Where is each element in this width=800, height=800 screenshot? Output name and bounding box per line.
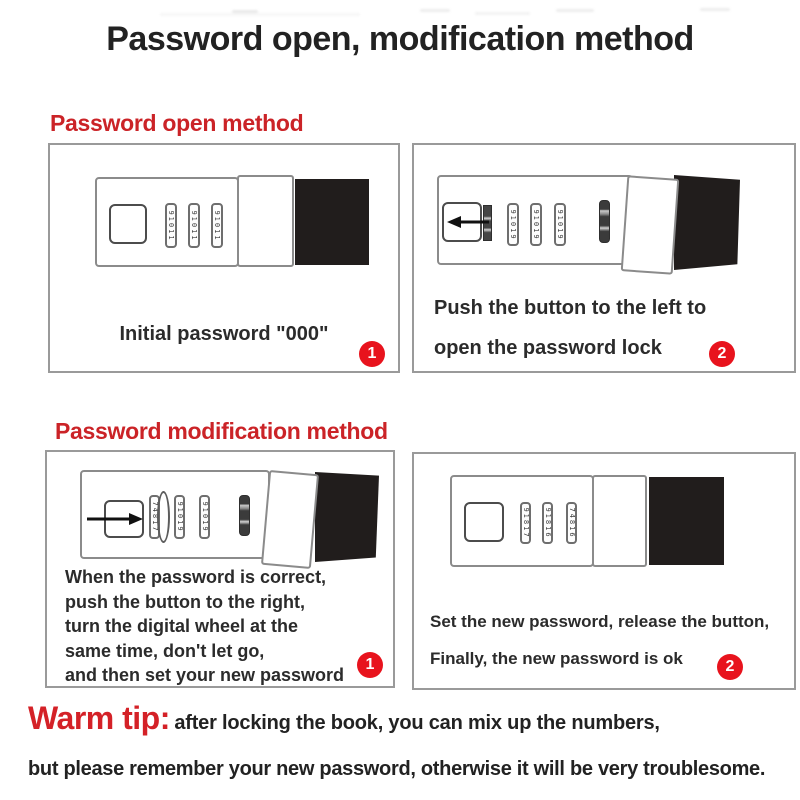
warm-tip-label: Warm tip: <box>28 700 170 736</box>
dial-wheel <box>211 203 223 248</box>
top-smudge <box>700 8 730 11</box>
rotate-ellipse-icon <box>157 491 170 543</box>
lock-tab <box>237 175 294 267</box>
panel-caption: Set the new password, release the button, <box>430 612 770 631</box>
step-badge: 2 <box>709 341 735 367</box>
dial-wheel <box>165 203 177 248</box>
section-heading-modification: Password modification method <box>55 418 388 444</box>
dial-digits: 91011 <box>167 209 175 242</box>
dial-digits: 91816 <box>543 507 552 539</box>
panel-caption: When the password is correct, <box>65 567 327 587</box>
lock-button <box>464 502 504 542</box>
warm-tip <box>28 700 660 737</box>
top-smudge <box>160 13 360 16</box>
panel-caption: turn the digital wheel at the <box>65 616 299 636</box>
dial-wheel <box>507 203 519 246</box>
section-heading-open: Password open method <box>50 110 304 136</box>
top-smudge <box>232 10 258 13</box>
step-badge: 1 <box>359 341 385 367</box>
panel-open-lock <box>412 143 796 373</box>
top-smudge <box>420 9 450 12</box>
dial-digits: 91019 <box>200 501 209 533</box>
lock-strap <box>674 175 740 270</box>
warm-tip-line1: after locking the book, you can mix up the numbers, <box>174 712 660 734</box>
right-arrow-icon <box>87 513 143 525</box>
dial-digits: 74816 <box>567 507 576 539</box>
lock-tab <box>261 470 319 569</box>
step-badge: 2 <box>717 654 743 680</box>
panel-caption: Finally, the new password is ok <box>430 649 683 668</box>
dial-digits: 91019 <box>509 208 517 241</box>
panel-caption: Push the button to the left to <box>434 297 707 319</box>
dial-wheel <box>530 203 542 246</box>
left-arrow-icon <box>447 216 489 228</box>
warm-tip-line2: but please remember your new password, otherwise it will be very troublesome. <box>28 758 766 780</box>
top-smudge <box>556 9 594 12</box>
dial-wheel <box>554 203 566 246</box>
panel-modify-step2 <box>412 452 796 690</box>
lock-tab <box>621 175 680 274</box>
dial-digits: 91011 <box>213 209 221 242</box>
panel-initial-password <box>48 143 400 373</box>
dial-wheel <box>566 502 577 544</box>
dial-wheel <box>188 203 200 248</box>
step-badge: 1 <box>357 652 383 678</box>
lock-strap <box>315 472 379 562</box>
dial-digits: 91019 <box>175 501 184 533</box>
dial-wheel <box>542 502 553 544</box>
dial-wheel-dark <box>599 200 610 243</box>
dial-digits: 91817 <box>521 507 530 539</box>
lock-strap <box>649 477 724 565</box>
dial-digits: 91019 <box>532 208 540 241</box>
dial-digits: 74817 <box>150 501 159 533</box>
dial-digits: 91019 <box>556 208 564 241</box>
page-title: Password open, modification method <box>106 20 694 58</box>
lock-strap <box>295 179 369 265</box>
dial-digits: 91011 <box>190 209 198 242</box>
dial-wheel <box>174 495 185 539</box>
dial-wheel <box>520 502 531 544</box>
panel-caption: same time, don't let go, <box>65 640 265 661</box>
panel-caption: Initial password "000" <box>119 323 329 345</box>
lock-tab <box>592 475 647 567</box>
panel-caption-block <box>65 565 344 688</box>
panel-caption: and then set your new password <box>65 665 345 685</box>
panel-caption: push the button to the right, <box>65 591 305 612</box>
dial-wheel-dark <box>239 495 250 536</box>
panel-modify-step1 <box>45 450 395 688</box>
dial-wheel <box>199 495 210 539</box>
top-smudge <box>475 12 530 15</box>
lock-button <box>109 204 147 244</box>
panel-caption: open the password lock <box>434 337 662 359</box>
